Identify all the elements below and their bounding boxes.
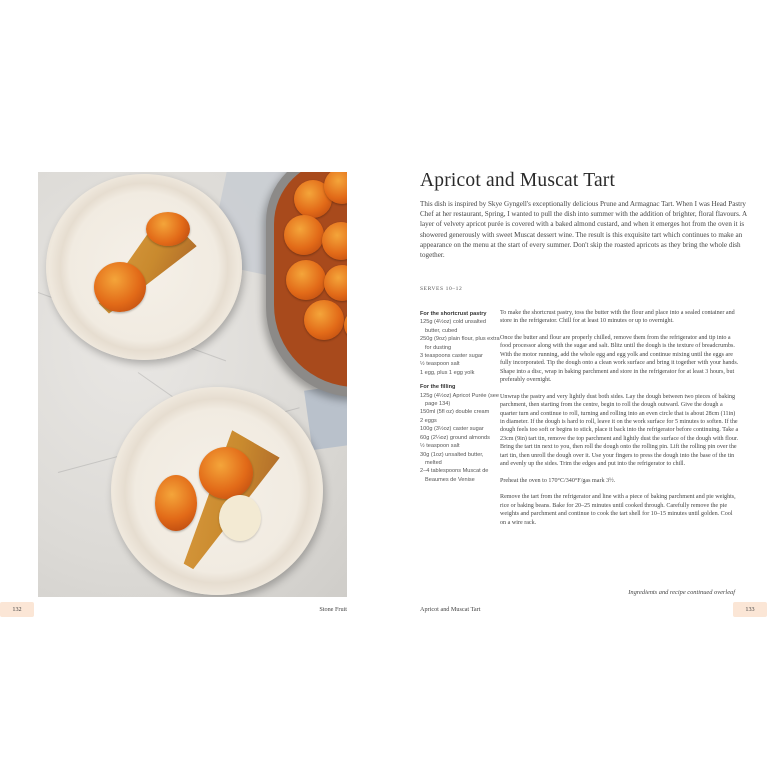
ingredients-list — [420, 310, 500, 484]
ingredient: 1 egg, plus 1 egg yolk — [420, 369, 475, 376]
ingredient: 30g (1oz) unsalted butter, melted — [420, 451, 484, 466]
roasting-pan — [266, 172, 347, 397]
method-step: Unwrap the pastry and very lightly dust both sides. Lay the dough between two pieces of baking parchment, then starting from the centre, begin to roll the dough outward. Give the dough a quarter turn and continue to roll, turning and rolling into an even circle that is about 28cm (11in) in diameter. If the dough is hard to roll, leave it on the work surface for 5 minutes to soften. If the dough feels too soft or begins to stick, place it back into the refrigerator before continuing. Take a 23cm (9in) tart tin, remove the top parchment and lightly dust the surface of the dough with flour. Bring the tart tin next to you, then roll the dough onto the rolling pin. Lift the rolling pin over the tart tin, then unroll the dough over it. Use your fingers to press the dough into the base of the tin and evenly up the sides. Trim the edges and put into the refrigerator to chill. — [500, 393, 739, 468]
pastry-heading: For the shortcrust pastry — [420, 311, 487, 317]
ingredient: 100g (3½oz) caster sugar — [420, 426, 484, 433]
ingredient: ½ teaspoon salt — [420, 443, 460, 450]
method — [500, 309, 740, 535]
ingredient: 150ml (5fl oz) double cream — [420, 409, 490, 416]
method-step: Preheat the oven to 170°C/340°F/gas mark 3½. — [500, 477, 616, 484]
page-number-left: 132 — [0, 602, 34, 617]
ingredient: 3 teaspoons caster sugar — [420, 353, 483, 360]
recipe-title: Apricot and Muscat Tart — [420, 170, 616, 191]
running-head-right: Apricot and Muscat Tart — [420, 606, 481, 613]
ingredient: 125g (4½oz) cold unsalted butter, cubed — [420, 319, 486, 334]
continued-note: Ingredients and recipe continued overleaf — [628, 589, 735, 596]
ingredient: 60g (2¼oz) ground almonds — [420, 434, 490, 441]
plate-top — [46, 174, 242, 360]
method-step: To make the shortcrust pastry, toss the butter with the flour and place into a sealed container and store in the refrigerator. Chill for at least 10 minutes or up to overnight. — [500, 310, 735, 325]
recipe-intro: This dish is inspired by Skye Gyngell's exceptionally delicious Prune and Armagnac Tart. When I was Head Pastry Chef at her restaurant, Spring, I wanted to pull the dish into summer with the addition of brighter, floral flavours. A layer of velvety apricot purée is covered with a baked almond custard, and when it emerges hot from the oven it is showered generously with sweet Muscat dessert wine. The result is this exquisite tart which continues to make an appearance on the menu at the start of every summer. Don't skip the roasted apricots as they bring the whole dish together. — [420, 200, 747, 260]
method-step: Once the butter and flour are properly chilled, remove them from the refrigerator and tip into a food processor along with the sugar and salt. Blitz until the dough is the texture of breadcrumbs. With the motor running, add the whole egg and egg yolk and continue mixing until the eggs are fully incorporated. Tip the dough onto a clean work surface and bring it together with your hands. Shape into a disc, wrap in baking parchment and store in the refrigerator for at least 3 hours, but preferably overnight. — [500, 334, 739, 384]
plate-bottom — [111, 387, 323, 595]
tart-photo — [38, 172, 347, 597]
ingredient: 125g (4½oz) Apricot Purée (see page 134) — [420, 392, 499, 408]
ingredient: 2–4 tablespoons Muscat de Beaumes de Venise — [420, 468, 489, 483]
filling-heading: For the filling — [420, 384, 456, 391]
serves: SERVES 10–12 — [420, 286, 463, 292]
running-head-left: Stone Fruit — [319, 606, 347, 613]
ingredient: ½ teaspoon salt — [420, 361, 460, 368]
ingredient: 2 eggs — [420, 417, 437, 424]
page-number-right: 133 — [733, 602, 767, 617]
method-step: Remove the tart from the refrigerator and line with a piece of baking parchment and pie weights, rice or baking beans. Bake for 20–25 minutes until cooked through. Carefully remove the pie weights and parchment and continue to cook the tart shell for 10–15 minutes until golden. Cool on a wire rack. — [500, 494, 736, 526]
ingredient: 250g (9oz) plain flour, plus extra for dusting — [420, 336, 500, 351]
